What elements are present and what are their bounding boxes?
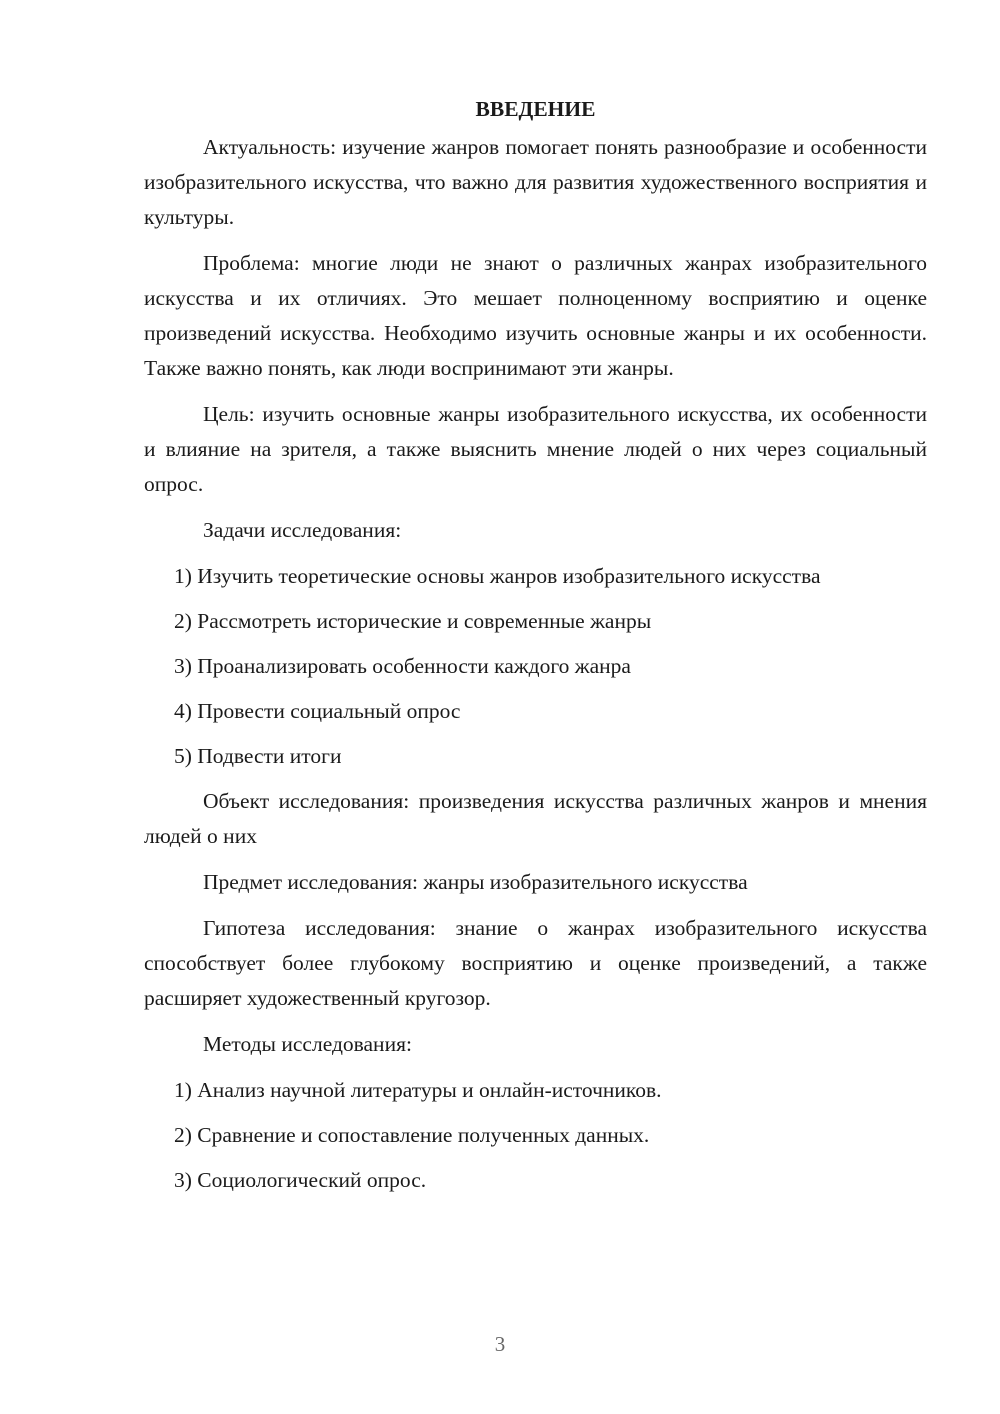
- problem-paragraph: Проблема: многие люди не знают о различных жанрах изобразительного искусства и их отличиях. Это мешает полноценному восприятию и оценке произведений искусства. Необходимо изучить основные жанры и их особенности. Также важно понять, как люди воспринимают эти жанры.: [144, 251, 927, 380]
- page-title: ВВЕДЕНИЕ: [475, 97, 596, 121]
- actuality-paragraph: Актуальность: изучение жанров помогает понять разнообразие и особенности изобразительного искусства, что важно для развития художественного восприятия и культуры.: [144, 135, 927, 229]
- task-item: 2) Рассмотреть исторические и современные жанры: [174, 609, 652, 633]
- tasks-heading: Задачи исследования:: [203, 518, 402, 542]
- object-paragraph: Объект исследования: произведения искусства различных жанров и мнения людей о них: [144, 789, 927, 848]
- methods-list: [144, 1073, 927, 1198]
- document-body: [144, 92, 927, 1208]
- task-item: 3) Проанализировать особенности каждого жанра: [174, 654, 631, 678]
- hypothesis-paragraph: Гипотеза исследования: знание о жанрах изобразительного искусства способствует более глубокому восприятию и оценке произведений, а также расширяет художественный кругозор.: [144, 916, 927, 1010]
- method-item: 3) Социологический опрос.: [174, 1168, 427, 1192]
- goal-paragraph: Цель: изучить основные жанры изобразительного искусства, их особенности и влияние на зрителя, а также выяснить мнение людей о них через социальный опрос.: [144, 402, 927, 496]
- methods-heading: Методы исследования:: [203, 1032, 412, 1056]
- tasks-list: [144, 559, 927, 774]
- task-item: 4) Провести социальный опрос: [174, 699, 461, 723]
- method-item: 2) Сравнение и сопоставление полученных данных.: [174, 1123, 650, 1147]
- page-number: 3: [494, 1332, 506, 1356]
- task-item: 5) Подвести итоги: [174, 744, 342, 768]
- method-item: 1) Анализ научной литературы и онлайн-источников.: [174, 1078, 662, 1102]
- subject-paragraph: Предмет исследования: жанры изобразительного искусства: [203, 870, 748, 894]
- task-item: 1) Изучить теоретические основы жанров изобразительного искусства: [174, 564, 821, 588]
